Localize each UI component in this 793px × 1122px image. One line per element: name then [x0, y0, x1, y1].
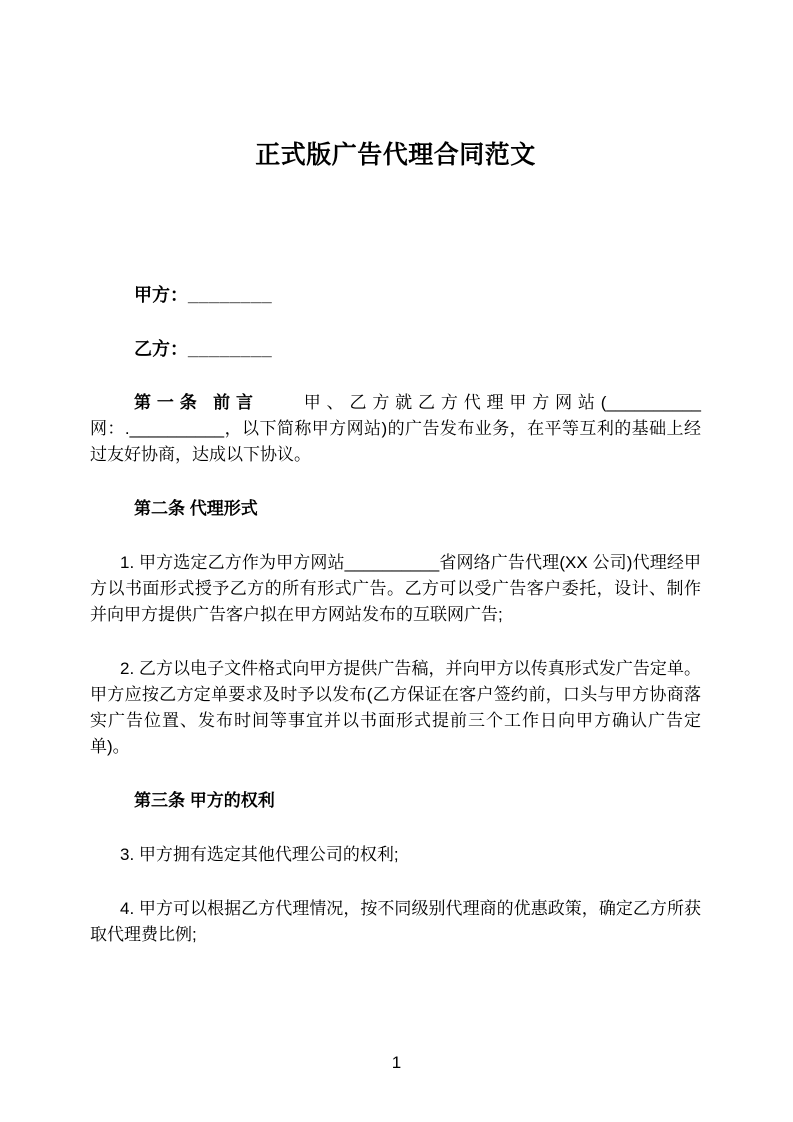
party-b-line [90, 336, 701, 362]
party-a-line [90, 282, 701, 308]
contract-item-3: 3. 甲方拥有选定其他代理公司的权利; [120, 845, 399, 864]
party-b-label: 乙方： [134, 339, 188, 359]
clause-1-paragraph [90, 390, 701, 468]
contract-item-2: 2. 乙方以电子文件格式向甲方提供广告稿，并向甲方以传真形式发广告定单。甲方应按乙方定单要求及时予以发布(乙方保证在客户签约前，口头与甲方协商落实广告位置、发布时间等事宜并以书面形式提前三个工作日向甲方确认广告定单)。 [90, 659, 701, 756]
contract-item-4: 4. 甲方可以根据乙方代理情况，按不同级别代理商的优惠政策，确定乙方所获取代理费比例; [90, 899, 701, 944]
page-number: 1 [391, 1053, 402, 1072]
document-title: 正式版广告代理合同范文 [255, 141, 536, 169]
clause-3-heading: 第三条 甲方的权利 [134, 791, 275, 810]
party-a-blank: ________ [188, 285, 273, 305]
clause-2-heading: 第二条 代理形式 [134, 499, 258, 518]
clause-1-heading: 第一条 前言 [134, 393, 259, 412]
contract-item-1: 1. 甲方选定乙方作为甲方网站__________省网络广告代理(XX 公司)代理经甲方以书面形式授予乙方的所有形式广告。乙方可以受广告客户委托，设计、制作并向甲方提供广告客户拟在甲方网站发布的互联网广告; [90, 553, 701, 624]
party-b-blank: ________ [188, 339, 273, 359]
party-a-label: 甲方： [134, 285, 188, 305]
clause-1-body: 甲、乙方就乙方代理甲方网站(__________网：.__________，以下简称甲方网站)的广告发布业务，在平等互利的基础上经过友好协商，达成以下协议。 [90, 393, 701, 464]
